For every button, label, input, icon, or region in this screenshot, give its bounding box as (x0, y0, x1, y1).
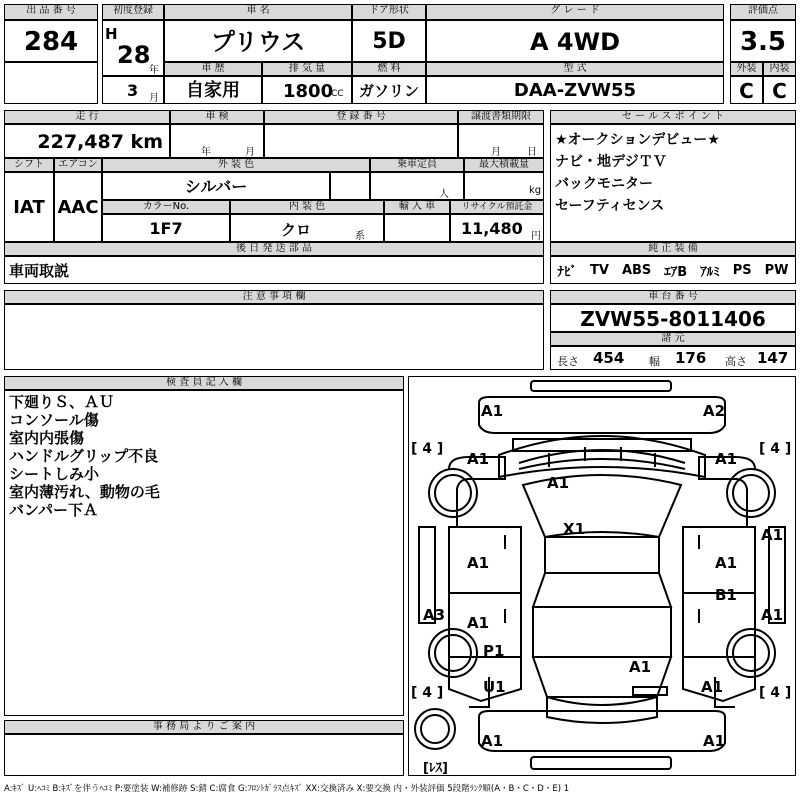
exterior: C (739, 79, 754, 103)
damage-mark: A1 (467, 614, 490, 632)
damage-mark: A1 (629, 658, 652, 676)
recycle-unit: 円 (531, 231, 541, 242)
reg-month: 3 (127, 81, 139, 100)
width-label: 幅 (649, 355, 660, 368)
model-box (426, 76, 724, 104)
inspector-label: 検 査 員 記 入 欄 (4, 376, 404, 390)
sales-point: ナビ・地デジＴＶ (555, 154, 667, 170)
transfer-month: 月 (491, 147, 501, 158)
recycle-label: リサイクル預託金 (450, 200, 544, 214)
chassis-number: ZVW55-8011406 (580, 307, 766, 331)
notes-label: 注 意 事 項 欄 (4, 290, 544, 304)
lot-no-box (4, 20, 98, 62)
ac: AAC (57, 197, 99, 218)
chassis-box (550, 304, 796, 332)
notes-box (4, 304, 544, 370)
recycle: 11,480 (461, 219, 523, 238)
ac-label: エアコン (54, 158, 102, 172)
damage-mark: A1 (715, 554, 738, 572)
after-parts-box (4, 256, 544, 284)
damage-mark: X1 (563, 520, 586, 538)
car-name: プリウス (210, 28, 306, 56)
capacity-box (370, 172, 464, 200)
grade-box (426, 20, 724, 62)
office-label: 事 務 局 よ り ご 案 内 (4, 720, 404, 734)
damage-mark: U1 (483, 678, 506, 696)
specs-box (550, 346, 796, 370)
after-parts-label: 後 日 発 送 部 品 (4, 242, 544, 256)
exterior-box (730, 76, 763, 104)
sales-point: ★オークションデビュー★ (555, 132, 720, 148)
inspector-line: 室内内張傷 (9, 429, 85, 447)
specs-label: 諸 元 (550, 332, 796, 346)
damage-mark: A1 (481, 732, 504, 750)
lot-no-label: 出 品 番 号 (4, 4, 98, 20)
equipment-item: ｱﾙﾐ (700, 264, 720, 280)
inspection-year: 年 (201, 147, 211, 158)
int-color: クロ (281, 221, 312, 239)
width: 176 (675, 349, 707, 367)
interior-box (763, 76, 796, 104)
height: 147 (757, 349, 789, 367)
score-box (730, 20, 796, 62)
door-box (352, 20, 426, 62)
inspector-line: コンソール傷 (9, 411, 99, 429)
import-label: 輸 入 車 (384, 200, 450, 214)
model: DAA-ZVW55 (513, 80, 637, 101)
sales-point: セーフティセンス (555, 198, 665, 214)
sales-points-label: セ ー ル ス ポ イ ン ト (550, 110, 796, 124)
door-label: ドア形状 (352, 4, 426, 20)
inspector-line: 室内薄汚れ、動物の毛 (9, 483, 160, 501)
tire-left-bottom: [ 4 ] (411, 685, 444, 701)
ext-color-label: 外 装 色 (102, 158, 370, 172)
damage-mark: A1 (703, 732, 726, 750)
ext-color-box (102, 172, 330, 200)
car-name-box (164, 20, 352, 62)
fuel-box (352, 76, 426, 104)
damage-mark: A1 (547, 474, 570, 492)
equipment-item: PW (764, 262, 789, 278)
height-label: 高さ (725, 355, 747, 368)
era: H (105, 25, 118, 43)
history-label: 車 歴 (164, 62, 262, 76)
history: 自家用 (186, 80, 240, 101)
recycle-box (450, 214, 544, 242)
tire-right-top: [ 4 ] (759, 441, 792, 457)
int-color-label: 内 装 色 (230, 200, 384, 214)
color-no: 1F7 (149, 219, 183, 238)
car-name-label: 車 名 (164, 4, 352, 20)
month-unit: 月 (149, 93, 159, 104)
damage-mark: A1 (481, 402, 504, 420)
car-outline (409, 377, 795, 775)
shift-box (4, 172, 54, 242)
displacement: 1800 (283, 81, 334, 102)
grade: A 4WD (529, 28, 621, 56)
spare-tire: [ﾚｽ] (423, 761, 448, 776)
tire-left-top: [ 4 ] (411, 441, 444, 457)
fuel-label: 燃 料 (352, 62, 426, 76)
max-load-label: 最大積載量 (464, 158, 544, 172)
int-color-unit: 系 (355, 231, 365, 242)
inspection-label: 車 検 (170, 110, 264, 124)
reg-no-box (264, 124, 458, 158)
history-box (164, 76, 262, 104)
inspection-box (170, 124, 264, 158)
damage-mark: A2 (703, 402, 726, 420)
chassis-label: 車 台 番 号 (550, 290, 796, 304)
inspector-line: 下廻りＳ、ＡＵ (9, 393, 115, 411)
inspection-month: 月 (245, 147, 255, 158)
max-load-unit: kg (529, 185, 542, 196)
interior: C (772, 79, 787, 103)
equipment-item: ﾅﾋﾞ (557, 264, 577, 280)
lot-no: 284 (23, 27, 79, 57)
capacity-label: 乗車定員 (370, 158, 464, 172)
reg-no-label: 登 録 番 号 (264, 110, 458, 124)
max-load-box (464, 172, 544, 200)
displacement-label: 排 気 量 (262, 62, 352, 76)
inspector-line: ハンドルグリップ不良 (9, 447, 159, 465)
length: 454 (593, 349, 625, 367)
office-box (4, 734, 404, 776)
model-label: 型 式 (426, 62, 724, 76)
damage-mark: A1 (467, 450, 490, 468)
month-box (102, 76, 164, 104)
transfer-day: 日 (527, 147, 537, 158)
damage-mark: B1 (715, 586, 737, 604)
score-label: 評価点 (730, 4, 796, 20)
first-reg-label: 初度登録 (102, 4, 164, 20)
int-color-box (230, 214, 384, 242)
reg-year: 28 (117, 41, 151, 69)
damage-mark: A3 (423, 606, 446, 624)
sales-points-box (550, 124, 796, 242)
length-label: 長さ (557, 355, 579, 368)
damage-mark: P1 (483, 642, 505, 660)
ac-box (54, 172, 102, 242)
mileage: 227,487 km (37, 131, 163, 153)
car-diagram (408, 376, 796, 776)
equipment-box (550, 256, 796, 284)
mileage-label: 走 行 (4, 110, 170, 124)
mileage-box (4, 124, 170, 158)
score: 3.5 (739, 27, 787, 57)
equipment-item: ｴｱB (664, 264, 688, 280)
after-parts: 車両取説 (9, 262, 70, 280)
equipment-item: ABS (621, 262, 652, 278)
displacement-box (262, 76, 352, 104)
tire-right-bottom: [ 4 ] (759, 685, 792, 701)
damage-mark: A1 (701, 678, 724, 696)
transfer-box (458, 124, 544, 158)
equipment-item: TV (590, 262, 609, 278)
exterior-label: 外装 (730, 62, 763, 76)
shift-label: シフト (4, 158, 54, 172)
damage-mark: A1 (715, 450, 738, 468)
first-reg-box (102, 20, 164, 76)
legend: A:ｷｽﾞ U:ﾍｺﾐ B:ｷｽﾞを伴うﾍｺﾐ P:要塗装 W:補修跡 S:錆 C:腐食 G:ﾌﾛﾝﾄｶﾞﾗｽ点ｷｽﾞ XX:交換済み X:要交換 内・外装評価 5段階ﾗﾝｸ順(A・B・C・D・E) 1 (4, 784, 570, 794)
color-no-box (102, 214, 230, 242)
ext-color-extra (330, 172, 370, 200)
shift: IAT (13, 197, 45, 218)
transfer-label: 譲渡書類期限 (458, 110, 544, 124)
lot-no-empty (4, 62, 98, 104)
inspector-box (4, 390, 404, 716)
damage-mark: A1 (467, 554, 490, 572)
door: 5D (372, 29, 406, 54)
ext-color: シルバー (184, 177, 248, 196)
sales-point: バックモニター (555, 176, 653, 192)
damage-mark: A1 (761, 606, 784, 624)
equipment-label: 純 正 装 備 (550, 242, 796, 256)
fuel: ガソリン (358, 82, 419, 100)
damage-mark: A1 (761, 526, 784, 544)
color-no-label: カラーNo. (102, 200, 230, 214)
capacity-unit: 人 (439, 189, 449, 200)
displacement-unit: CC (331, 89, 344, 99)
inspector-line: バンパー下Ａ (9, 501, 98, 519)
equipment-item: PS (732, 262, 752, 278)
grade-label: グ レ ー ド (426, 4, 724, 20)
inspector-line: シートしみ小 (9, 465, 100, 483)
interior-label: 内装 (763, 62, 796, 76)
import-box (384, 214, 450, 242)
year-unit: 年 (149, 65, 159, 76)
